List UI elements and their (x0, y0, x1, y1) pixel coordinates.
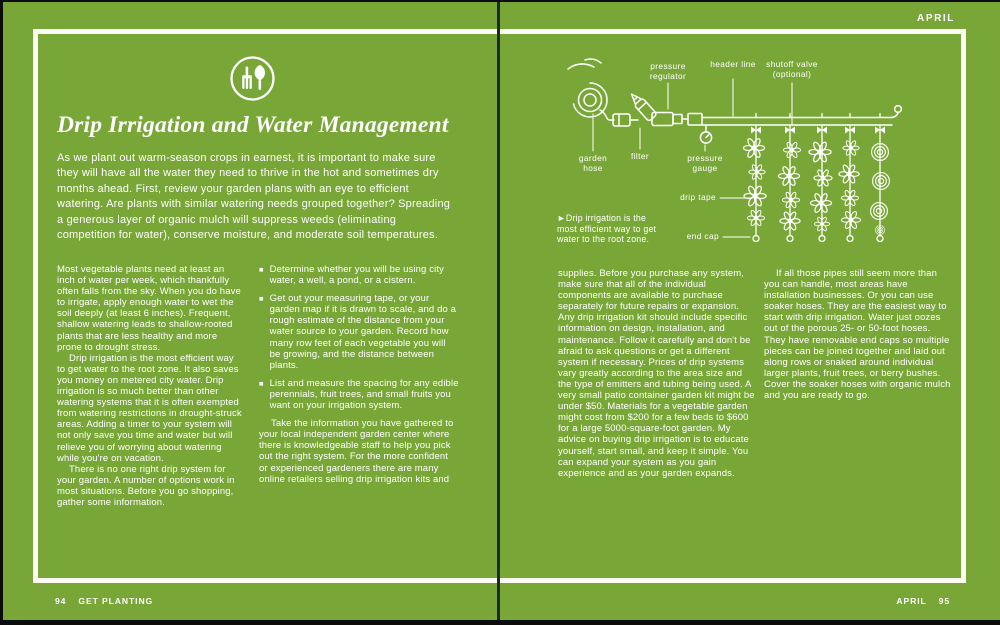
hose-coupler (613, 114, 630, 126)
page-number: 94 (55, 596, 67, 606)
label-end-cap: end cap (686, 231, 719, 241)
label-garden-hose: garden hose (578, 153, 608, 173)
caption-text: Drip irrigation is the most efficient way to get water to the root zone. (557, 213, 657, 245)
list-item-text: Get out your measuring tape, or your garden map if it is drawn to scale, and do a rough estimate of the distance from your water source to your garden. Record how many row feet of each vegetable you will be growing, and the distance between plants. (269, 293, 457, 371)
running-head-month: APRIL (917, 13, 955, 24)
list-item (259, 378, 459, 411)
label-header-line: header line (710, 59, 756, 69)
right-page (500, 0, 1000, 625)
fork-and-trowel-icon (229, 55, 276, 102)
list-item-text: Determine whether you will be using city water, a well, a pond, or a cistern. (269, 264, 444, 287)
intro-paragraph: As we plant out warm-season crops in earnest, it is important to make sure they will have all the water they need to thrive in the hot and sometimes dry months ahead. First, review your garden plans with an eye to efficient watering. Are plants with similar watering needs grouped together? Spreading a generous layer of organic mulch will suppress weeds (eliminating competition for water), conserve moisture, and moderate soil temperatures. (57, 152, 451, 242)
header-line-pipe (702, 106, 901, 125)
list-item (259, 293, 459, 371)
right-page-column-2 (764, 268, 952, 401)
right-page-column-1 (558, 268, 756, 479)
paragraph: supplies. Before you purchase any system, make sure that all of the individual components are available to purchase separately for future repairs or expansion. Any drip irrigation kit should include specific information on design, installation, and maintenance. Follow it carefully and don't be afraid to ask questions or get a different system if necessary. Prices of drip systems vary greatly according to the area size and the type of emitters and tubing being used. A very small patio container garden kit might be under $50. Materials for a vegetable garden might cost from $200 for a few beds to $600 for a large 5000-square-foot garden. My advice on buying drip irrigation is to educate yourself, start small, and keep it simple. You can expand your system as you gain experience and as your garden expands. (558, 268, 755, 479)
label-drip-tape: drip tape (680, 192, 716, 202)
pipe-fitting (688, 114, 702, 126)
left-page-column-2 (259, 264, 459, 485)
diagram-caption (557, 213, 663, 245)
page-number: 95 (938, 596, 950, 606)
label-shutoff-valve: shutoff valve (optional) (766, 59, 818, 79)
icon-circle (232, 58, 274, 100)
paragraph: There is no one right drip system for your garden. A number of options work in most situations. Before you go shopping, gather some information. (57, 463, 235, 508)
paragraph: Most vegetable plants need at least an inch of water per week, which thankfully often falls from the sky. When you do have to irrigate, apply enough water to wet the soil deeply (at least 6 inches). Frequent, shallow watering leads to shallow-rooted plants that are less healthy and more prone to drought stress. (57, 264, 241, 353)
pressure-regulator-body (652, 113, 688, 126)
left-page-footer (55, 596, 153, 606)
caption-arrow-icon: ► (557, 213, 566, 223)
bullet-square-icon: ■ (259, 294, 264, 304)
paragraph: Take the information you have gathered to your local independent garden center where there is knowledgeable staff to help you pick out the right system. For the more confident or experienced gardeners there are many online retailers selling drip irrigation kits and (259, 418, 454, 485)
pressure-gauge-dial (700, 125, 711, 143)
label-pressure-regulator: pressure regulator (649, 61, 687, 81)
page-title: Drip Irrigation and Water Management (57, 112, 449, 138)
garden-hose-coil (568, 59, 614, 120)
chapter-month: APRIL (896, 596, 927, 606)
left-page-column-1 (57, 264, 243, 508)
paragraph: Drip irrigation is the most efficient way to get water to the root zone. It also saves you money on metered city water. Drip irrigation is so much better than other watering systems that it is often exempted from watering restrictions in drought-struck areas. Adding a timer to your system will not only save you time and water but will relieve you of worrying about watering while you're on vacation. (57, 352, 242, 464)
fork-icon (242, 67, 252, 90)
plant-row-flowers (743, 138, 889, 235)
list-item (259, 264, 459, 286)
shutoff-valve-fittings (751, 127, 885, 134)
bullet-square-icon: ■ (259, 265, 264, 274)
label-filter: filter (630, 151, 650, 161)
list-item-text: List and measure the spacing for any edible perennials, fruit trees, and small fruits you want on your irrigation system. (269, 377, 459, 412)
bullet-square-icon: ■ (259, 378, 264, 388)
paragraph: If all those pipes still seem more than you can handle, most areas have installation businesses. Or you can use soaker hoses. They are the easiest way to start with drip irrigation. Water just oozes out of the porous 25- or 50-foot hoses. They have removable end caps so multiple pieces can be joined together and laid out along rows or snaked around individual larger plants, fruit trees, or berry bushes. Cover the soaker hoses with organic mulch and you are ready to go. (764, 268, 951, 402)
section-name: GET PLANTING (78, 596, 154, 606)
right-page-footer (896, 596, 950, 606)
trowel-icon (255, 65, 265, 90)
label-pressure-gauge: pressure gauge (687, 153, 723, 173)
